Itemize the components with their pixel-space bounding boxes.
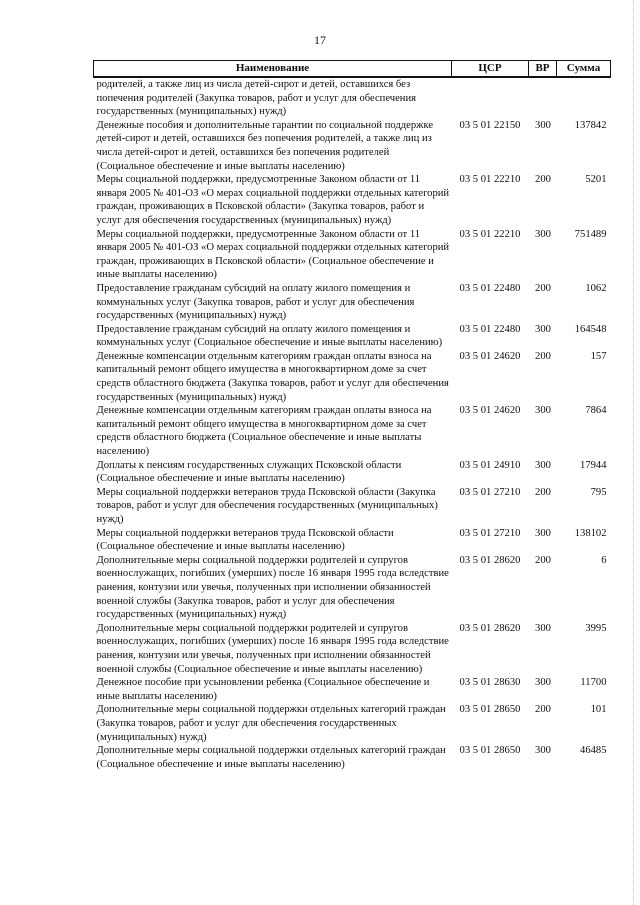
row-vr: 200: [535, 704, 551, 716]
table-row-continuation: [94, 77, 611, 119]
row-vr: 200: [535, 174, 551, 186]
table-row: [94, 459, 611, 486]
table-row: [94, 323, 611, 350]
row-csr: 03 5 01 22150: [459, 119, 521, 131]
row-name: Доплаты к пенсиям государственных служащих Псковской области (Социальное обеспечение и иные выплаты населению): [96, 459, 402, 485]
row-name: Дополнительные меры социальной поддержки родителей и супругов военнослужащих, погибших (умерших) после 16 января 1995 года вследствие ранения, контузии или увечья, полученных при исполнении обязанностей военной службы (Социальное обеспечение и иные выплаты населению): [96, 622, 449, 675]
row-csr: 03 5 01 24910: [459, 459, 521, 471]
table-row: [94, 622, 611, 676]
row-vr: 300: [535, 677, 551, 689]
row-sum: 795: [590, 486, 607, 498]
row-vr: 200: [535, 554, 551, 566]
row-name: Денежные пособия и дополнительные гарантии по социальной поддержке детей-сирот и детей, оставшихся без попечения родителей, а также лиц из числа детей-сирот и детей, оставшихся без попечения родителей (Социальное обеспечение и иные выплаты населению): [96, 119, 434, 172]
table-row: [94, 228, 611, 282]
row-name: Денежные компенсации отдельным категориям граждан оплаты взноса на капитальный ремонт общего имущества в многоквартирном доме за счет средств областного бюджета (Социальное обеспечение и иные выплаты населению): [96, 405, 432, 458]
row-csr: 03 5 01 28650: [459, 704, 521, 716]
budget-table: [93, 60, 611, 771]
row-sum: 164548: [574, 323, 607, 335]
table-row: [94, 486, 611, 527]
header-vr: ВР: [529, 61, 557, 78]
table-row: [94, 703, 611, 744]
row-name: Денежное пособие при усыновлении ребенка (Социальное обеспечение и иные выплаты населению): [96, 677, 430, 702]
row-vr: 300: [535, 405, 551, 417]
row-sum: 137842: [574, 119, 607, 131]
row-sum: 1062: [585, 282, 607, 294]
row-csr: 03 5 01 27210: [459, 527, 521, 539]
row-name: Предоставление гражданам субсидий на оплату жилого помещения и коммунальных услуг (Закупка товаров, работ и услуг для обеспечения государственных (муниципальных) нужд): [96, 282, 415, 322]
row-vr: 300: [535, 323, 551, 335]
table-row: [94, 527, 611, 554]
row-csr: 03 5 01 27210: [459, 486, 521, 498]
row-sum: 6: [601, 554, 607, 566]
row-name: Меры социальной поддержки, предусмотренные Законом области от 11 января 2005 № 401-ОЗ «О мерах социальной поддержки отдельных категорий граждан, проживающих в Псковской области» (Социальное обеспечение и иные выплаты населению): [96, 228, 450, 281]
row-sum: 17944: [580, 459, 607, 471]
row-csr: 03 5 01 22480: [459, 323, 521, 335]
row-csr: 03 5 01 22480: [459, 282, 521, 294]
row-vr: 300: [535, 119, 551, 131]
row-name: Дополнительные меры социальной поддержки родителей и супругов военнослужащих, погибших (умерших) после 16 января 1995 года вследствие ранения, контузии или увечья, полученных при исполнении обязанностей военной службы (Закупка товаров, работ и услуг для обеспечения государственных (муниципальных) нужд): [96, 554, 449, 621]
row-sum: 46485: [580, 745, 607, 757]
table-row: [94, 119, 611, 173]
row-csr: 03 5 01 28620: [459, 622, 521, 634]
continuation-text: родителей, а также лиц из числа детей-сирот и детей, оставшихся без попечения родителей (Закупка товаров, работ и услуг для обеспечения государственных (муниципальных) нужд): [94, 77, 452, 119]
row-sum: 5201: [585, 174, 607, 186]
row-csr: 03 5 01 28620: [459, 554, 521, 566]
row-name: Меры социальной поддержки, предусмотренные Законом области от 11 января 2005 № 401-ОЗ «О мерах социальной поддержки отдельных категорий граждан, проживающих в Псковской области» (Закупка товаров, работ и услуг для обеспечения государственных (муниципальных) нужд): [96, 174, 450, 226]
table-row: [94, 173, 611, 227]
row-vr: 300: [535, 228, 551, 240]
row-csr: 03 5 01 28650: [459, 745, 521, 757]
row-csr: 03 5 01 22210: [459, 228, 521, 240]
row-sum: 3995: [585, 622, 607, 634]
row-vr: 200: [535, 486, 551, 498]
header-sum: Сумма: [557, 61, 611, 78]
row-sum: 11700: [580, 677, 607, 689]
table-row: [94, 676, 611, 703]
table-row: [94, 404, 611, 458]
row-name: Дополнительные меры социальной поддержки отдельных категорий граждан (Закупка товаров, работ и услуг для обеспечения государственных (муниципальных) нужд): [96, 704, 446, 743]
row-name: Предоставление гражданам субсидий на оплату жилого помещения и коммунальных услуг (Социальное обеспечение и иные выплаты населению): [96, 323, 443, 349]
row-sum: 101: [590, 704, 607, 716]
row-sum: 7864: [585, 405, 607, 417]
row-vr: 300: [535, 745, 551, 757]
page-number: 17: [314, 33, 326, 47]
row-sum: 138102: [574, 527, 607, 539]
row-csr: 03 5 01 24620: [459, 405, 521, 417]
row-vr: 300: [535, 459, 551, 471]
header-name: Наименование: [94, 61, 452, 78]
row-name: Денежные компенсации отдельным категориям граждан оплаты взноса на капитальный ремонт общего имущества в многоквартирном доме за счет средств областного бюджета (Закупка товаров, работ и услуг для обеспечения государственных (муниципальных) нужд): [96, 350, 449, 403]
table-header-row: [94, 61, 611, 78]
row-csr: 03 5 01 28630: [459, 677, 521, 689]
table-row: [94, 744, 611, 771]
row-vr: 300: [535, 527, 551, 539]
scan-edge: [632, 0, 634, 905]
row-name: Дополнительные меры социальной поддержки отдельных категорий граждан (Социальное обеспечение и иные выплаты населению): [96, 745, 446, 770]
header-csr: ЦСР: [452, 61, 529, 78]
row-sum: 157: [590, 350, 607, 362]
row-vr: 300: [535, 622, 551, 634]
table-row: [94, 282, 611, 323]
row-sum: 751489: [574, 228, 607, 240]
row-name: Меры социальной поддержки ветеранов труда Псковской области (Закупка товаров, работ и услуг для обеспечения государственных (муниципальных) нужд): [96, 486, 438, 525]
row-csr: 03 5 01 22210: [459, 174, 521, 186]
table-row: [94, 554, 611, 622]
row-csr: 03 5 01 24620: [459, 350, 521, 362]
row-vr: 200: [535, 350, 551, 362]
table-row: [94, 350, 611, 404]
row-name: Меры социальной поддержки ветеранов труда Псковской области (Социальное обеспечение и иные выплаты населению): [96, 527, 394, 553]
row-vr: 200: [535, 282, 551, 294]
